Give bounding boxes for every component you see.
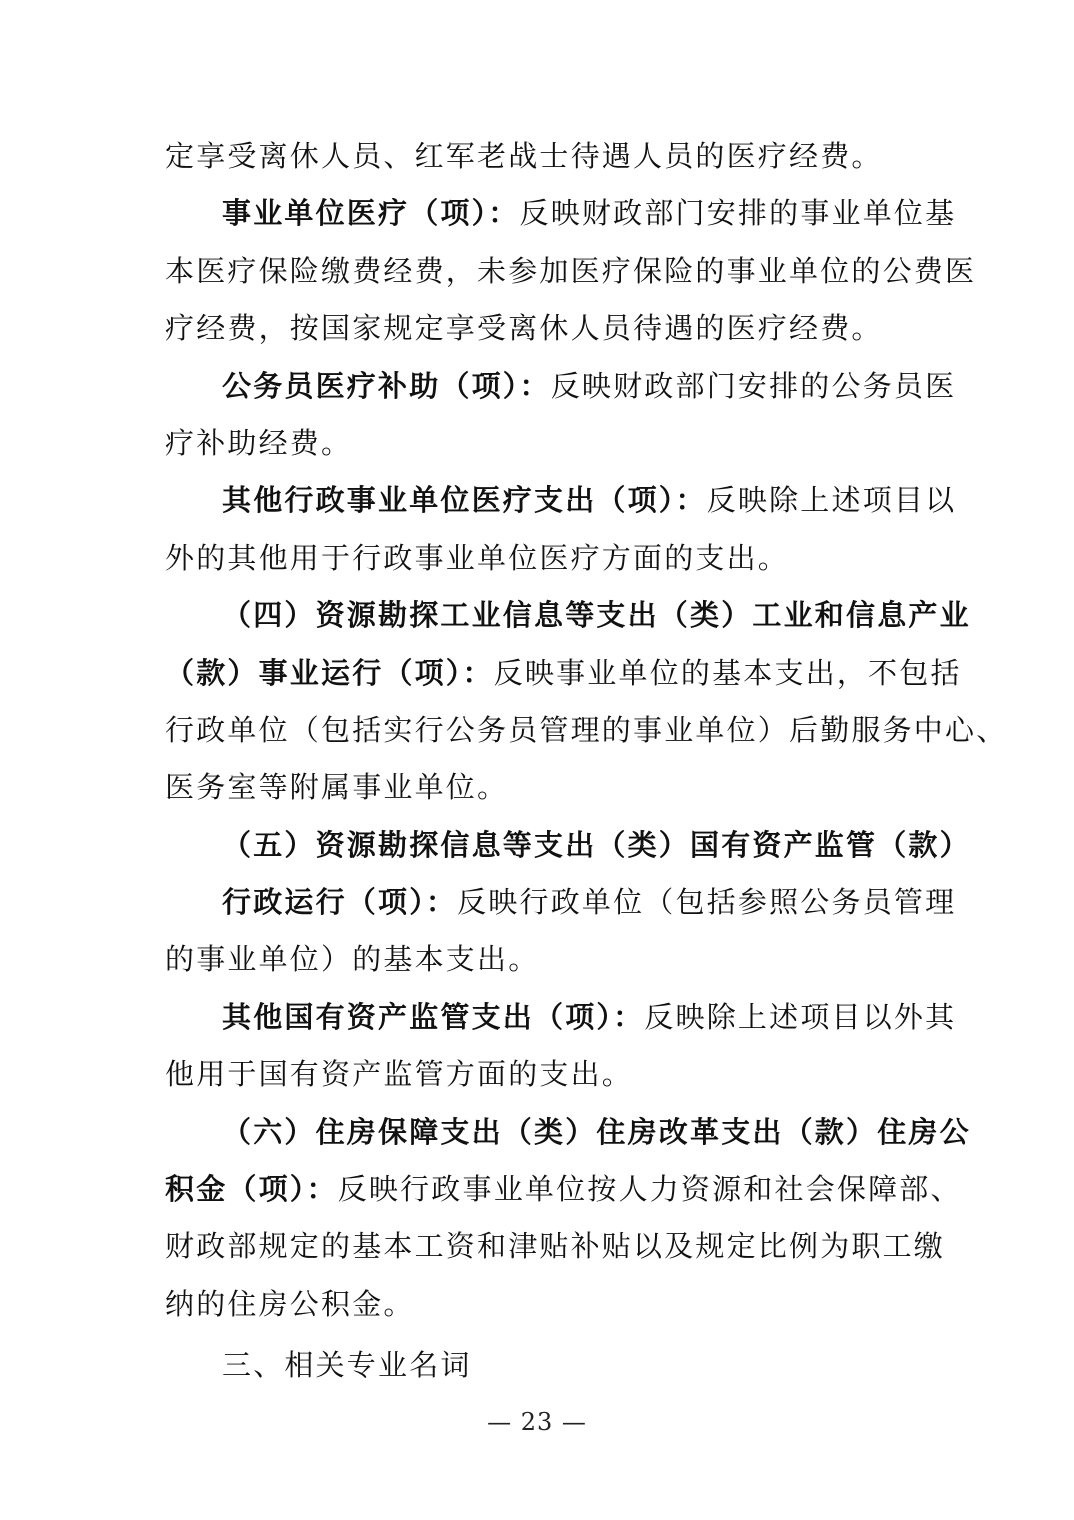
paragraph-line <box>165 358 957 415</box>
paragraph-line <box>165 1161 962 1218</box>
line-text: 三、相关专业名词 <box>222 1348 472 1383</box>
paragraph-line <box>165 874 957 931</box>
line-text: 外的其他用于行政事业单位医疗方面的支出。 <box>165 540 790 575</box>
term-heading: 公务员医疗补助（项）： <box>222 368 551 403</box>
line-text: 反映行政事业单位按人力资源和社会保障部、 <box>337 1172 962 1207</box>
line-text: 反映财政部门安排的公务员医 <box>550 368 957 403</box>
line-text: 疗补助经费。 <box>165 425 353 460</box>
paragraph-line <box>165 472 957 529</box>
paragraph-line <box>165 530 913 587</box>
section-heading: （五）资源勘探信息等支出（类）国有资产监管（款） <box>222 827 971 862</box>
line-text: 反映行政单位（包括参照公务员管理 <box>457 885 957 920</box>
line-text: 行政单位（包括实行公务员管理的事业单位）后勤服务中心、 <box>165 712 1008 747</box>
chapter-heading <box>165 1337 913 1394</box>
paragraph-line <box>165 817 971 874</box>
term-heading: 其他国有资产监管支出（项）： <box>222 999 645 1034</box>
line-text: 反映除上述项目以外其 <box>644 999 957 1034</box>
term-heading: （款）事业运行（项）： <box>165 655 494 690</box>
paragraph-line <box>165 587 971 644</box>
paragraph-line <box>165 759 913 816</box>
paragraph-line <box>165 702 1008 759</box>
term-heading: 行政运行（项）： <box>222 885 458 920</box>
term-heading: 事业单位医疗（项）： <box>222 196 520 231</box>
page-number: — 23 — <box>487 1408 587 1436</box>
line-text: 他用于国有资产监管方面的支出。 <box>165 1057 634 1092</box>
paragraph-line <box>165 1276 913 1333</box>
section-heading: （四）资源勘探工业信息等支出（类）工业和信息产业 <box>222 598 971 633</box>
line-text: 反映事业单位的基本支出，不包括 <box>493 655 962 690</box>
paragraph-line <box>165 989 957 1046</box>
paragraph-line <box>165 185 957 242</box>
paragraph-line <box>165 300 913 357</box>
line-text: 反映财政部门安排的事业单位基 <box>519 196 957 231</box>
paragraph-line <box>165 1218 946 1275</box>
line-text: 定享受离休人员、红军老战士待遇人员的医疗经费。 <box>165 139 883 173</box>
line-text: 本医疗保险缴费经费，未参加医疗保险的事业单位的公费医 <box>165 253 977 288</box>
paragraph-line <box>165 128 913 185</box>
paragraph-line <box>165 645 962 702</box>
document-body <box>165 128 1008 1395</box>
paragraph-line <box>165 1104 971 1161</box>
line-text: 医务室等附属事业单位。 <box>165 770 509 805</box>
paragraph-line <box>165 415 913 472</box>
paragraph-line <box>165 931 913 988</box>
line-text: 反映除上述项目以 <box>706 483 957 518</box>
term-heading: 积金（项）： <box>165 1172 338 1207</box>
line-text: 财政部规定的基本工资和津贴补贴以及规定比例为职工缴 <box>165 1229 946 1264</box>
paragraph-line <box>165 243 977 300</box>
section-heading: （六）住房保障支出（类）住房改革支出（款）住房公 <box>222 1114 971 1149</box>
line-text: 的事业单位）的基本支出。 <box>165 942 540 977</box>
line-text: 纳的住房公积金。 <box>165 1286 415 1321</box>
term-heading: 其他行政事业单位医疗支出（项）： <box>222 483 707 518</box>
line-text: 疗经费，按国家规定享受离休人员待遇的医疗经费。 <box>165 311 883 346</box>
paragraph-line <box>165 1046 913 1103</box>
